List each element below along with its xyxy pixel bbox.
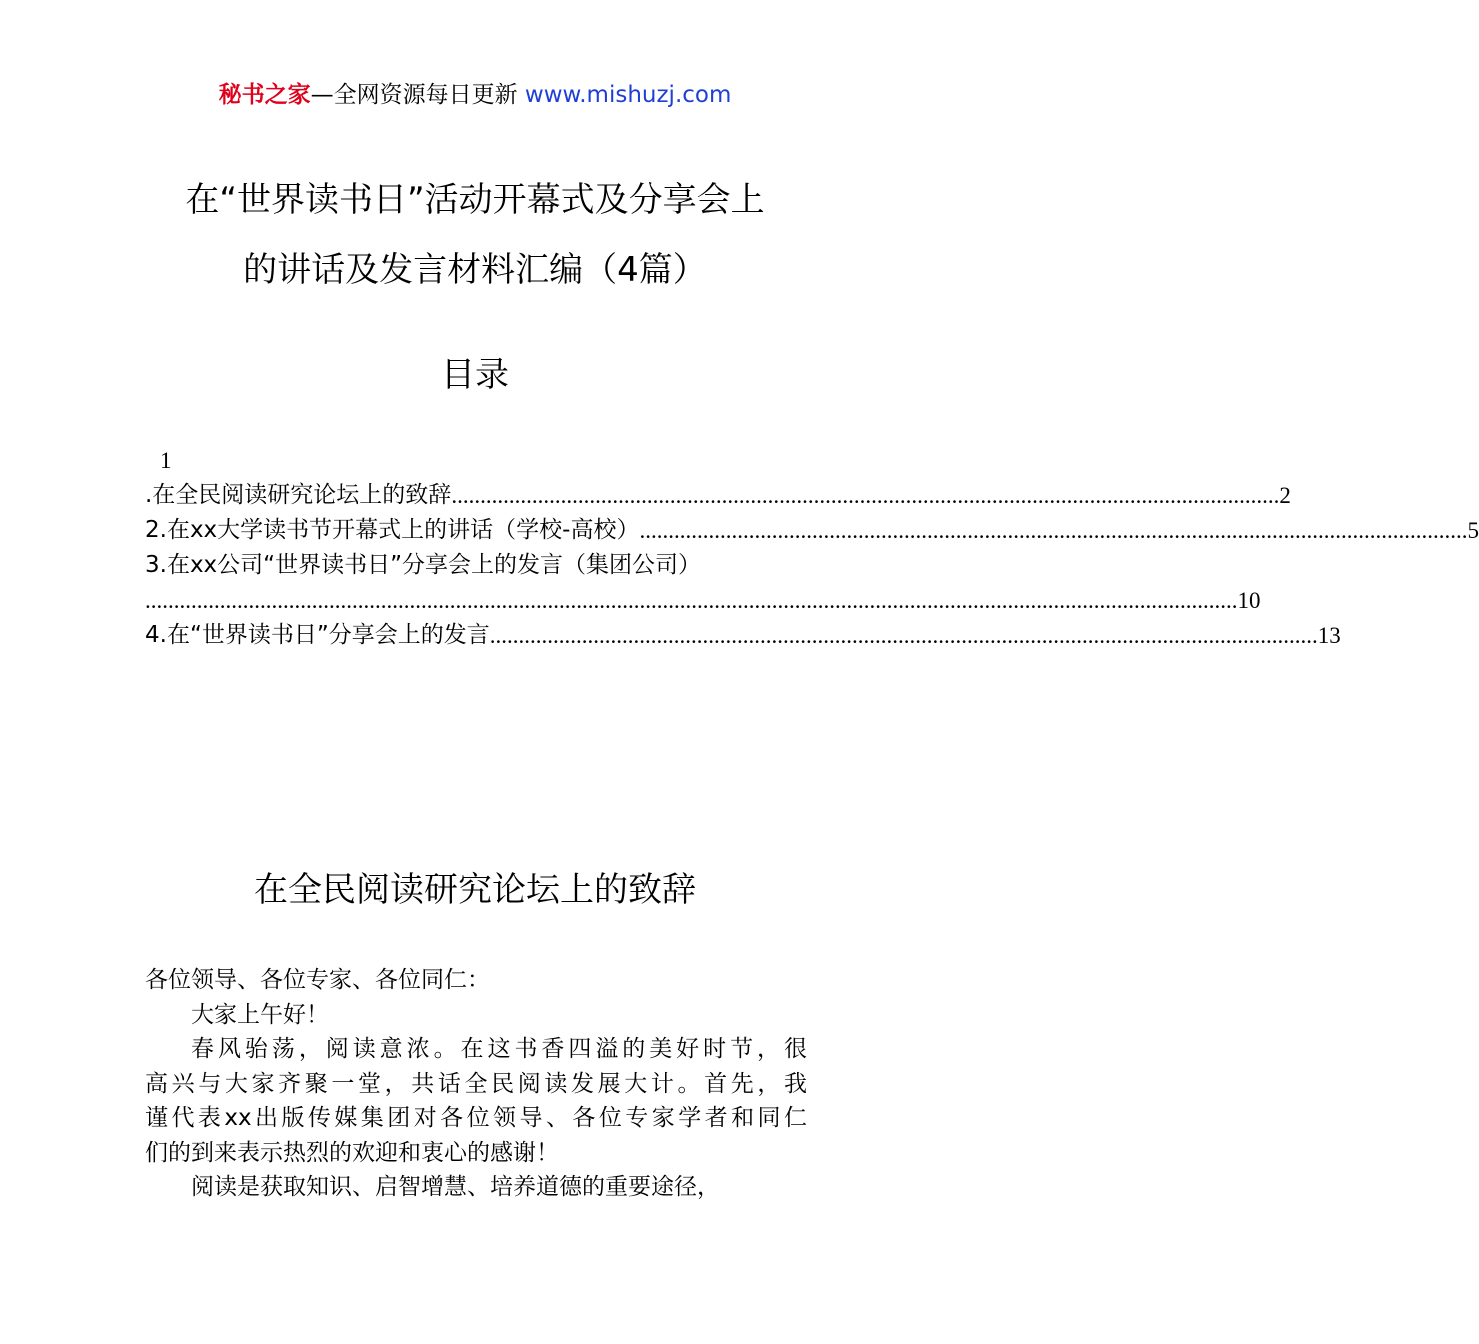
- paragraph-2-start: 阅读是获取知识、启智增慧、培养道德的重要途径，: [191, 1174, 720, 1200]
- document-title-line-2: 的讲话及发言材料汇编（4篇）: [243, 250, 707, 290]
- paragraph-1-line-1: 春风骀荡，阅读意浓。在这书香四溢的美好时节，很: [191, 1036, 807, 1062]
- toc-leader-dots: ................................................................................................................................................: [639, 518, 1468, 543]
- paragraph-1-line-2: 高兴与大家齐聚一堂，共话全民阅读发展大计。首先，我: [145, 1070, 807, 1097]
- greeting: 大家上午好！: [191, 1001, 329, 1028]
- salutation: 各位领导、各位专家、各位同仁：: [145, 967, 490, 993]
- toc-list: [145, 478, 1479, 653]
- toc-leader-dots: ................................................................................................................................................: [489, 623, 1318, 648]
- toc-item-label: 3.在xx公司“世界读书日”分享会上的发言（集团公司）: [145, 552, 701, 578]
- document-title-line-1: 在“世界读书日”活动开幕式及分享会上: [185, 180, 765, 220]
- toc-item-page: 2: [1279, 483, 1291, 508]
- header-tagline: —全网资源每日更新: [310, 82, 518, 108]
- toc-heading: 目录: [441, 355, 509, 395]
- toc-item-page: 10: [1237, 588, 1261, 613]
- toc-item-3[interactable]: [145, 548, 1261, 618]
- toc-leader-dots: ................................................................................................................................................: [451, 483, 1280, 508]
- paragraph-1-line-4: 们的到来表示热烈的欢迎和衷心的感谢！: [145, 1139, 559, 1166]
- toc-item-label: .在全民阅读研究论坛上的致辞: [145, 482, 452, 508]
- toc-first-number: 1: [160, 448, 172, 473]
- section-title: 在全民阅读研究论坛上的致辞: [254, 870, 696, 910]
- brand-name: 秘书之家: [218, 82, 311, 108]
- site-header: [0, 78, 950, 112]
- section-body: [145, 963, 807, 1205]
- site-url-link[interactable]: www.mishuzj.com: [524, 82, 732, 108]
- toc-item-1[interactable]: [145, 478, 1291, 513]
- toc-item-page: 5: [1467, 518, 1479, 543]
- toc-item-label: 2.在xx大学读书节开幕式上的讲话（学校-高校）: [145, 517, 640, 543]
- toc-item-label: 4.在“世界读书日”分享会上的发言: [145, 622, 490, 648]
- paragraph-1-line-3: 谨代表xx出版传媒集团对各位领导、各位专家学者和同仁: [145, 1105, 807, 1131]
- toc-item-page: 13: [1317, 623, 1341, 648]
- toc-item-2[interactable]: [145, 513, 1479, 548]
- toc-item-4[interactable]: [145, 618, 1341, 653]
- toc-leader-dots: ..............................................................................................................................................................................................: [145, 588, 1238, 613]
